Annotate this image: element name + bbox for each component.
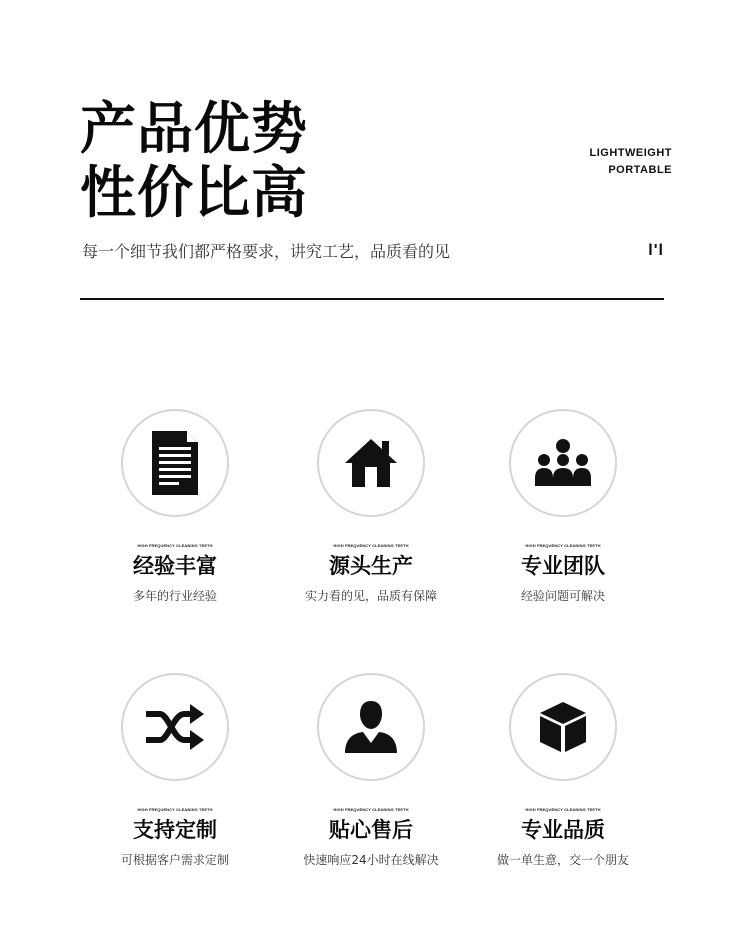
feature-source-production <box>271 409 471 604</box>
title-line-1: 产品优势 <box>80 97 308 162</box>
person-icon <box>343 699 399 755</box>
tag-lightweight: LIGHTWEIGHT <box>589 147 672 159</box>
feature-en-caption: HIGH FREQUENCY CLEANING TEETH <box>525 807 601 812</box>
feature-experience <box>75 409 275 604</box>
feature-title: 源头生产 <box>329 554 413 578</box>
divider <box>80 298 664 300</box>
feature-en-caption: HIGH FREQUENCY CLEANING TEETH <box>137 807 213 812</box>
feature-icon-circle <box>317 673 425 781</box>
feature-description: 可根据客户需求定制 <box>120 853 229 867</box>
feature-icon-circle <box>121 673 229 781</box>
feature-description: 做一单生意，交一个朋友 <box>496 853 629 867</box>
box-icon <box>538 700 588 754</box>
feature-title: 专业品质 <box>521 818 605 842</box>
house-icon <box>344 437 398 489</box>
feature-title: 专业团队 <box>521 554 605 578</box>
title-line-2: 性价比高 <box>80 161 308 226</box>
feature-description: 经验问题可解决 <box>520 589 605 603</box>
decorative-mark: l'l <box>648 242 664 259</box>
document-icon <box>150 429 200 497</box>
feature-quality <box>463 673 663 868</box>
feature-customization <box>75 673 275 868</box>
feature-icon-circle <box>121 409 229 517</box>
feature-en-caption: HIGH FREQUENCY CLEANING TEETH <box>333 807 409 812</box>
feature-description: 实力看的见，品质有保障 <box>304 589 437 603</box>
feature-title: 贴心售后 <box>329 818 413 842</box>
feature-description: 快速响应24小时在线解决 <box>303 853 439 867</box>
feature-title: 支持定制 <box>133 818 217 842</box>
shuffle-icon <box>144 704 206 750</box>
feature-professional-team <box>463 409 663 604</box>
team-icon <box>534 438 592 488</box>
feature-icon-circle <box>509 673 617 781</box>
page-title <box>80 98 308 226</box>
tag-portable: PORTABLE <box>608 164 672 176</box>
feature-description: 多年的行业经验 <box>132 589 217 603</box>
english-tags <box>590 145 673 179</box>
subtitle: 每一个细节我们都严格要求，讲究工艺，品质看的见 <box>82 242 451 261</box>
feature-en-caption: HIGH FREQUENCY CLEANING TEETH <box>137 543 213 548</box>
feature-icon-circle <box>509 409 617 517</box>
feature-en-caption: HIGH FREQUENCY CLEANING TEETH <box>333 543 409 548</box>
feature-en-caption: HIGH FREQUENCY CLEANING TEETH <box>525 543 601 548</box>
feature-icon-circle <box>317 409 425 517</box>
feature-after-sales <box>271 673 471 868</box>
feature-title: 经验丰富 <box>133 554 217 578</box>
